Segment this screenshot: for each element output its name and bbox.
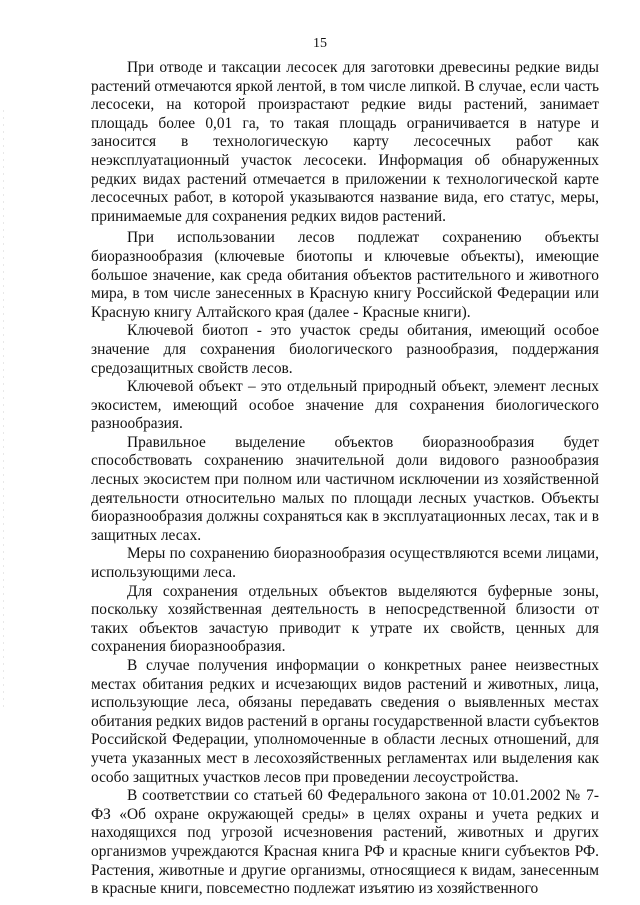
- paragraph-correct-selection: Правильное выделение объектов биоразнообразия будет способствовать сохранению значительной доли видового разнообразия лесных экосистем при полном или частичном исключении из хозяйственной деятельности относительно малых по площади лесных участков. Объекты биоразнообразия должны сохраняться как в эксплуатационных лесах, так и в защитных лесах.: [91, 433, 599, 544]
- scan-edge-artifact: [3, 110, 4, 710]
- document-body: [91, 59, 599, 899]
- page-number: 15: [313, 36, 327, 51]
- paragraph-federal-law: В соответствии со статьей 60 Федерального закона от 10.01.2002 № 7-ФЗ «Об охране окружающей среды» в целях охраны и учета редких и находящихся под угрозой исчезновения растений, животных и других организмов учреждаются Красная книга РФ и красные книги субъектов РФ. Растения, животные и другие организмы, относящиеся к видам, занесенным в красные книги, повсеместно подлежат изъятию из хозяйственного: [91, 787, 599, 898]
- paragraph-conservation-measures: Меры по сохранению биоразнообразия осуществляются всеми лицами, использующими леса.: [91, 545, 599, 582]
- paragraph-rare-plants-marking: При отводе и таксации лесосек для заготовки древесины редкие виды растений отмечаются яркой лентой, в том числе липкой. В случае, если часть лесосеки, на которой произрастают редкие виды растений, занимает площадь более 0,01 га, то такая площадь ограничивается в натуре и заносится в технологическую карту лесосечных работ как неэксплуатационный участок лесосеки. Информация об обнаруженных редких видах растений отмечается в приложении к технологической карте лесосечных работ, в которой указываются название вида, его статус, меры, принимаемые для сохранения редких видов растений.: [91, 59, 599, 225]
- paragraph-biodiversity-objects: При использовании лесов подлежат сохранению объекты биоразнообразия (ключевые биотопы и ключевые объекты), имеющие большое значение, как среда обитания объектов растительного и животного мира, в том числе занесенных в Красную книгу Российской Федерации или Красную книгу Алтайского края (далее - Красные книги).: [91, 229, 599, 321]
- paragraph-buffer-zones: Для сохранения отдельных объектов выделяются буферные зоны, поскольку хозяйственная деятельность в непосредственной близости от таких объектов зачастую приводит к утрате их свойств, ценных для сохранения биоразнообразия.: [91, 582, 599, 656]
- paragraph-reporting-habitats: В случае получения информации о конкретных ранее неизвестных местах обитания редких и исчезающих видов растений и животных, лица, использующие леса, обязаны передавать сведения о выявленных местах обитания редких видов растений в органы государственной власти субъектов Российской Федерации, уполномоченные в области лесных отношений, для учета указанных мест в лесохозяйственных регламентах или выделения как особо защитных участков лесов при проведении лесоустройства.: [91, 657, 599, 786]
- paragraph-key-biotope: Ключевой биотоп - это участок среды обитания, имеющий особое значение для сохранения биологического разнообразия, поддержания средозащитных свойств лесов.: [91, 322, 599, 377]
- paragraph-key-object: Ключевой объект – это отдельный природный объект, элемент лесных экосистем, имеющий особое значение для сохранения биологического разнообразия.: [91, 378, 599, 433]
